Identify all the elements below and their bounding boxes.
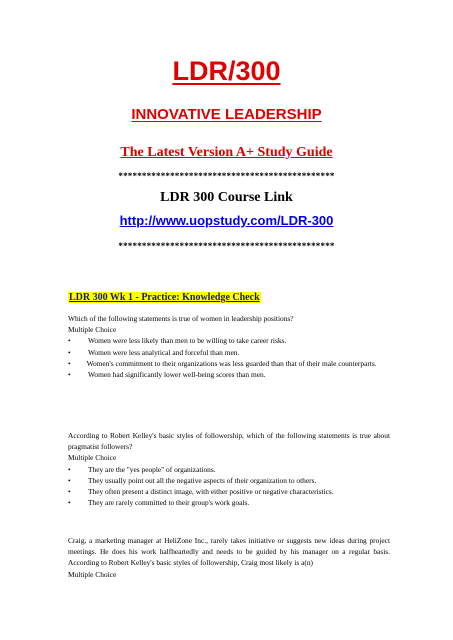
answer-option: [68, 475, 390, 486]
answer-option: [68, 486, 390, 497]
answer-option-text: Women had significantly lower well-being scores than men.: [88, 370, 266, 380]
question-3: [68, 535, 390, 580]
answer-option-text: Women were less analytical and forceful than men.: [88, 347, 240, 357]
answer-option-text: Women were less likely than men to be willing to take career risks.: [88, 336, 287, 346]
answer-option: [68, 358, 390, 369]
star-divider-bottom: **********************************************: [118, 241, 335, 251]
answer-option-text: Women's commitment to their organizations was less guarded than that of their male counterparts.: [86, 358, 377, 368]
bullet-icon: •: [68, 487, 71, 497]
question-type: Multiple Choice: [68, 453, 117, 463]
bullet-icon: •: [68, 475, 71, 485]
study-guide-heading: The Latest Version A+ Study Guide: [120, 145, 333, 160]
question-type: Multiple Choice: [68, 325, 117, 335]
answer-option: [68, 347, 390, 358]
course-url-link[interactable]: http://www.uopstudy.com/LDR-300: [119, 213, 334, 228]
bullet-icon: •: [68, 347, 71, 357]
answer-option-text: They often present a distinct image, with either positive or negative characteristics.: [88, 487, 334, 497]
bullet-icon: •: [68, 370, 71, 380]
question-type: Multiple Choice: [68, 569, 117, 579]
answer-option-text: They usually point out all the negative aspects of their organization to others.: [88, 475, 317, 485]
answer-option: [68, 497, 390, 508]
course-title: LDR/300: [172, 56, 281, 86]
question-text: According to Robert Kelley's basic styles of followership, which of the following statements is true about pragmatist followers?: [68, 431, 390, 452]
bullet-icon: •: [68, 336, 71, 346]
course-subtitle: INNOVATIVE LEADERSHIP: [131, 106, 322, 123]
bullet-icon: •: [68, 498, 71, 508]
question-1: [68, 313, 390, 380]
bullet-icon: •: [68, 358, 71, 368]
answer-option: [68, 369, 390, 380]
course-link-label: LDR 300 Course Link: [160, 190, 293, 205]
star-divider-top: **********************************************: [118, 171, 335, 181]
section-heading: LDR 300 Wk 1 - Practice: Knowledge Check: [69, 292, 260, 303]
question-text: Craig, a marketing manager at HeliZone Inc., rarely takes initiative or suggests new ideas during project meetings. He does his work halfheartedly and needs to be guided by his manager on a regular basis. According to Robert Kelley's basic styles of followership, Craig most likely is a(n): [68, 536, 390, 568]
answer-option-text: They are the "yes people" of organizations.: [88, 464, 216, 474]
question-2: [68, 430, 390, 508]
answer-option-text: They are rarely committed to their group's work goals.: [88, 498, 250, 508]
question-text: Which of the following statements is true of women in leadership positions?: [68, 314, 294, 323]
answer-option: [68, 464, 390, 475]
answer-option: [68, 335, 390, 346]
bullet-icon: •: [68, 464, 71, 474]
